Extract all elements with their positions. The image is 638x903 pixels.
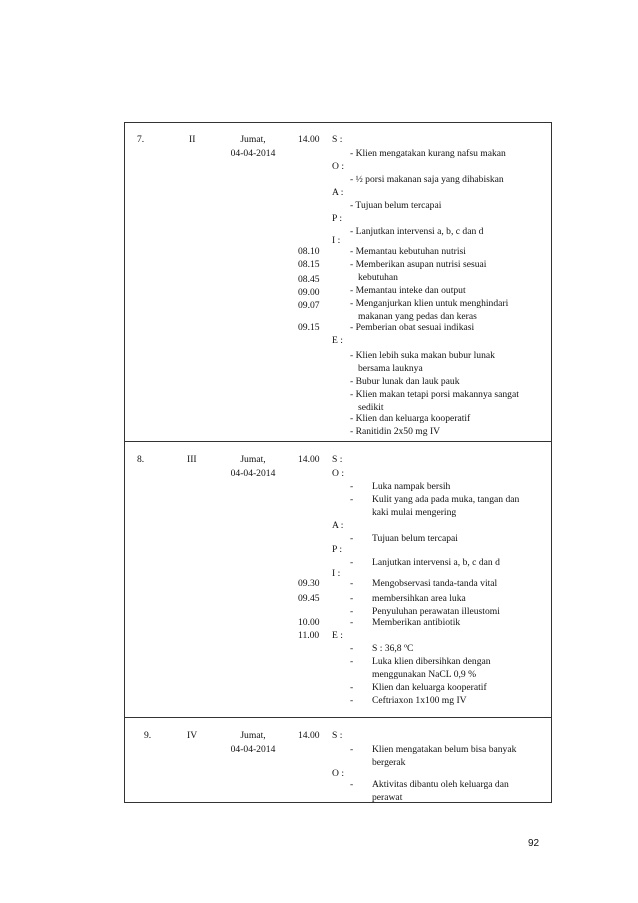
soap-item-cont: kaki mulai mengering [372,507,457,518]
soap-item: - Klien mengatakan kurang nafsu makan [350,148,506,159]
time: 08.45 [298,274,320,285]
dash: - [350,617,354,628]
time: 09.00 [298,287,320,298]
row-divider [125,717,551,718]
time: 14.00 [298,730,320,741]
dash: - [350,494,354,505]
page-number: 92 [528,838,540,849]
soap-item: Luka nampak bersih [372,481,451,492]
soap-item: Luka klien dibersihkan dengan [372,656,491,667]
soap-item: - Ranitidin 2x50 mg IV [350,426,441,437]
soap-item: - Klien dan keluarga kooperatif [350,413,471,424]
soap-item: Mengobservasi tanda-tanda vital [372,578,498,589]
date: 04-04-2014 [230,744,276,755]
soap-item-cont: makanan yang pedas dan keras [358,311,477,322]
soap-item: - Memberikan asupan nutrisi sesuai [350,259,487,270]
dash: - [350,643,354,654]
day: Jumat, [240,454,266,465]
date: 04-04-2014 [230,148,276,159]
soap-item: Ceftriaxon 1x100 mg IV [372,695,467,706]
soap-heading: A : [332,520,344,531]
soap-item: - Pemberian obat sesuai indikasi [350,322,475,333]
dash: - [350,779,354,790]
time: 14.00 [298,454,320,465]
time: 10.00 [298,617,320,628]
soap-item: - Memantau inteke dan output [350,285,466,296]
time: 09.07 [298,300,320,311]
soap-item: - Klien makan tetapi porsi makannya sangat [350,389,519,400]
soap-item: Aktivitas dibantu oleh keluarga dan [372,779,509,790]
dash: - [350,481,354,492]
soap-item-cont: menggunakan NaCL 0,9 % [372,669,477,680]
soap-heading: S : [332,134,343,145]
time: 08.10 [298,246,320,257]
soap-item: membersihkan area luka [372,593,466,604]
dash: - [350,744,354,755]
soap-item: Klien mengatakan belum bisa banyak [372,744,517,755]
soap-item: - Tujuan belum tercapai [350,200,442,211]
dash: - [350,578,354,589]
time: 09.45 [298,593,320,604]
soap-item: - Lanjutkan intervensi a, b, c dan d [350,226,484,237]
soap-heading: I : [332,568,341,579]
time: 14.00 [298,134,320,145]
dash: - [350,606,354,617]
diagnosis-number: IV [187,730,198,741]
soap-item: Kulit yang ada pada muka, tangan dan [372,494,520,505]
row-number: 8. [137,454,145,465]
nursing-evaluation-table [124,122,552,803]
soap-heading: I : [332,235,341,246]
soap-item-cont: sedikit [358,402,384,413]
date: 04-04-2014 [230,468,276,479]
diagnosis-number: II [189,134,196,145]
dash: - [350,533,354,544]
soap-item-cont: kebutuhan [358,272,398,283]
soap-heading: O : [332,161,344,172]
row-divider [125,441,551,442]
soap-heading: S : [332,730,343,741]
diagnosis-number: III [187,454,197,465]
soap-heading: P : [332,213,343,224]
soap-item: S : 36,8 ºC [372,643,414,654]
row-number: 9. [144,730,152,741]
dash: - [350,695,354,706]
soap-item: - Menganjurkan klien untuk menghindari [350,298,509,309]
soap-heading: O : [332,768,344,779]
dash: - [350,682,354,693]
soap-item: - Klien lebih suka makan bubur lunak [350,350,495,361]
soap-item: Memberikan antibiotik [372,617,461,628]
soap-item-cont: bergerak [372,757,406,768]
soap-heading: S : [332,454,343,465]
dash: - [350,656,354,667]
soap-item: - Memantau kebutuhan nutrisi [350,246,466,257]
soap-item: Lanjutkan intervensi a, b, c dan d [372,557,500,568]
time: 08.15 [298,259,320,270]
time: 11.00 [298,630,320,641]
soap-item: - Bubur lunak dan lauk pauk [350,376,460,387]
soap-item-cont: bersama lauknya [358,363,423,374]
soap-heading: E : [332,335,343,346]
soap-heading: P : [332,544,343,555]
time: 09.15 [298,322,320,333]
soap-item: Klien dan keluarga kooperatif [372,682,487,693]
soap-item: Tujuan belum tercapai [372,533,458,544]
soap-item: Penyuluhan perawatan illeustomi [372,606,500,617]
soap-item: - ½ porsi makanan saja yang dihabiskan [350,174,504,185]
day: Jumat, [240,134,266,145]
dash: - [350,557,354,568]
soap-heading: O : [332,468,344,479]
soap-heading: E : [332,630,343,641]
dash: - [350,593,354,604]
day: Jumat, [240,730,266,741]
soap-heading: A : [332,187,344,198]
soap-item-cont: perawat [372,792,403,803]
row-number: 7. [137,134,145,145]
time: 09.30 [298,578,320,589]
